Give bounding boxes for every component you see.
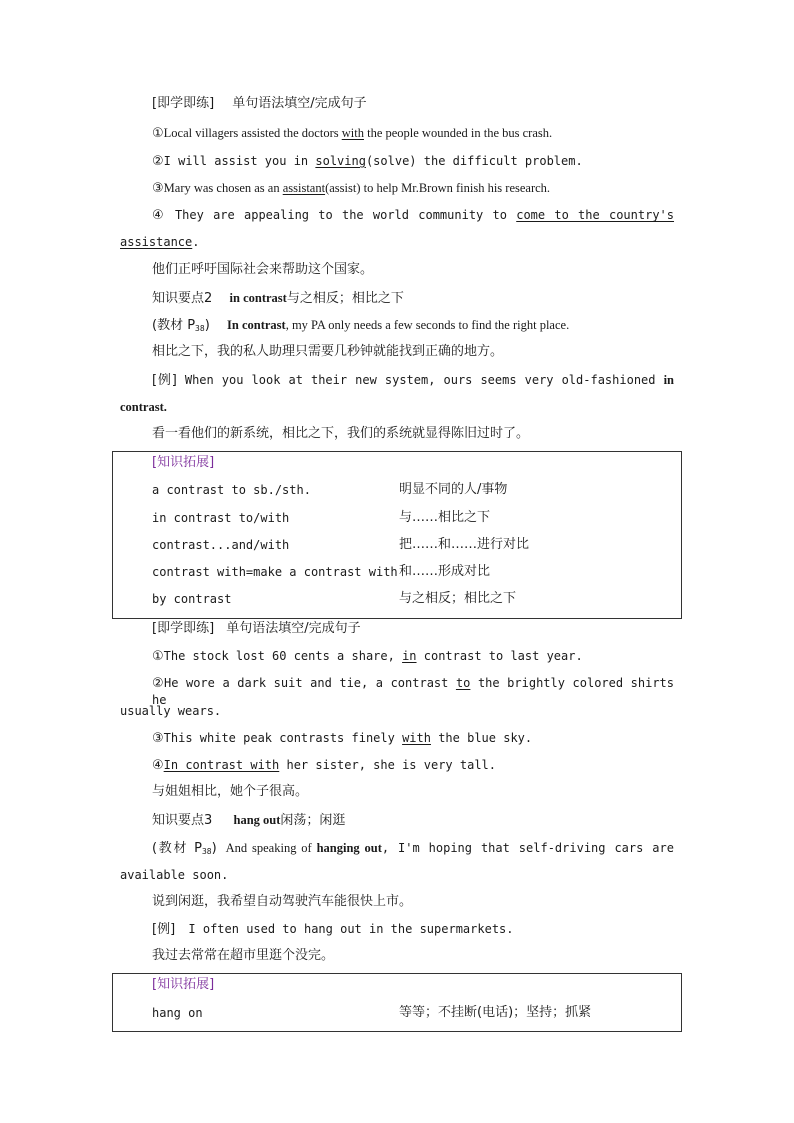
exercise-label: [即学即练] xyxy=(152,96,215,111)
answer-blank: assistance xyxy=(120,235,193,249)
translation: 与姐姐相比，她个子很高。 xyxy=(152,784,309,799)
exercise-item-4: ④In contrast with her sister, she is very tall. xyxy=(152,758,496,773)
example-translation: 我过去常常在超市里逛个没完。 xyxy=(152,948,335,963)
source-translation: 相比之下，我的私人助理只需要几秒钟就能找到正确的地方。 xyxy=(152,344,504,359)
answer-blank: to xyxy=(455,676,471,690)
extension-row-cn: 与……相比之下 xyxy=(399,510,491,525)
extension-row-cn: 等等；不挂断(电话)；坚持；抓紧 xyxy=(399,1005,592,1020)
exercise-title: 单句语法填空/完成句子 xyxy=(232,96,367,111)
item-number: ③ xyxy=(152,181,164,196)
extension-label: [知识拓展] xyxy=(152,455,215,470)
exercise-item-2: ②I will assist you in solving(solve) the difficult problem. xyxy=(152,154,583,169)
answer-blank: with xyxy=(341,126,364,140)
exercise-title: 单句语法填空/完成句子 xyxy=(226,621,361,636)
extension-row-cn: 明显不同的人/事物 xyxy=(399,482,508,497)
exercise-item-2: ②He wore a dark suit and tie, a contrast to the brightly colored shirts he xyxy=(152,676,674,707)
exercise-item-4-cont: assistance. xyxy=(120,235,200,249)
extension-row-cn: 和……形成对比 xyxy=(399,564,491,579)
answer-blank: come to the country's xyxy=(516,208,675,222)
exercise-header-1 xyxy=(152,96,367,112)
item-number: ④ xyxy=(152,208,166,223)
point-meaning: 与之相反；相比之下 xyxy=(286,291,404,306)
example-translation: 看一看他们的新系统，相比之下，我们的系统就显得陈旧过时了。 xyxy=(152,426,530,441)
translation: 他们正呼吁国际社会来帮助这个国家。 xyxy=(152,262,374,277)
item-number: ③ xyxy=(152,731,164,746)
example-3: [例] I often used to hang out in the supermarkets. xyxy=(152,922,514,937)
answer-blank: In contrast with xyxy=(163,758,280,772)
extension-row-cn: 与之相反；相比之下 xyxy=(399,591,517,606)
point-meaning: 闲荡；闲逛 xyxy=(280,813,346,828)
textbook-source-3-cont: available soon. xyxy=(120,868,229,882)
item-number: ② xyxy=(152,154,164,169)
extension-row-en: hang on xyxy=(152,1006,203,1020)
extension-row-en: contrast with=make a contrast with xyxy=(152,565,398,579)
extension-row-en: by contrast xyxy=(152,592,232,606)
point-label: 知识要点2 xyxy=(152,291,213,306)
exercise-item-3: ③Mary was chosen as an assistant(assist) to help Mr.Brown finish his research. xyxy=(152,181,551,196)
knowledge-point-3 xyxy=(152,812,345,829)
exercise-item-2-cont: usually wears. xyxy=(120,704,222,718)
knowledge-point-2 xyxy=(152,290,404,307)
exercise-item-3: ③This white peak contrasts finely with the blue sky. xyxy=(152,731,533,746)
example-2-cont: contrast. xyxy=(120,400,167,414)
exercise-label: [即学即练] xyxy=(152,621,215,636)
item-number: ① xyxy=(152,649,164,664)
exercise-header-2 xyxy=(152,621,361,637)
example-2: [例] When you look at their new system, ours seems very old-fashioned in xyxy=(152,373,674,388)
extension-row-en: a contrast to sb./sth. xyxy=(152,483,311,497)
point-phrase: hang out xyxy=(233,813,281,827)
item-number: ② xyxy=(152,676,164,691)
textbook-source-2: (教材 $P_{38}$) In contrast, my PA only needs a few seconds to find the right place. xyxy=(152,318,570,333)
extension-label: [知识拓展] xyxy=(152,977,215,992)
answer-blank: in xyxy=(402,649,417,663)
extension-row-en: contrast...and/with xyxy=(152,538,290,552)
textbook-source-3: (教材 $P_{38}$) And speaking of hanging out, I'm hoping that self-driving cars are xyxy=(152,841,674,856)
item-number: ① xyxy=(152,126,164,141)
answer-blank: with xyxy=(402,731,431,745)
exercise-item-4: ④ They are appealing to the world community to come to the country's xyxy=(152,208,675,223)
extension-row-cn: 把……和……进行对比 xyxy=(399,537,530,552)
exercise-item-1: ①Local villagers assisted the doctors with the people wounded in the bus crash. xyxy=(152,126,553,141)
source-translation: 说到闲逛，我希望自动驾驶汽车能很快上市。 xyxy=(152,894,413,909)
item-number: ④ xyxy=(152,758,164,773)
answer-blank: solving xyxy=(315,154,366,168)
point-phrase: in contrast xyxy=(229,291,287,305)
point-label: 知识要点3 xyxy=(152,813,213,828)
exercise-item-1: ①The stock lost 60 cents a share, in contrast to last year. xyxy=(152,649,583,664)
extension-row-en: in contrast to/with xyxy=(152,511,290,525)
answer-blank: assistant xyxy=(282,181,326,195)
